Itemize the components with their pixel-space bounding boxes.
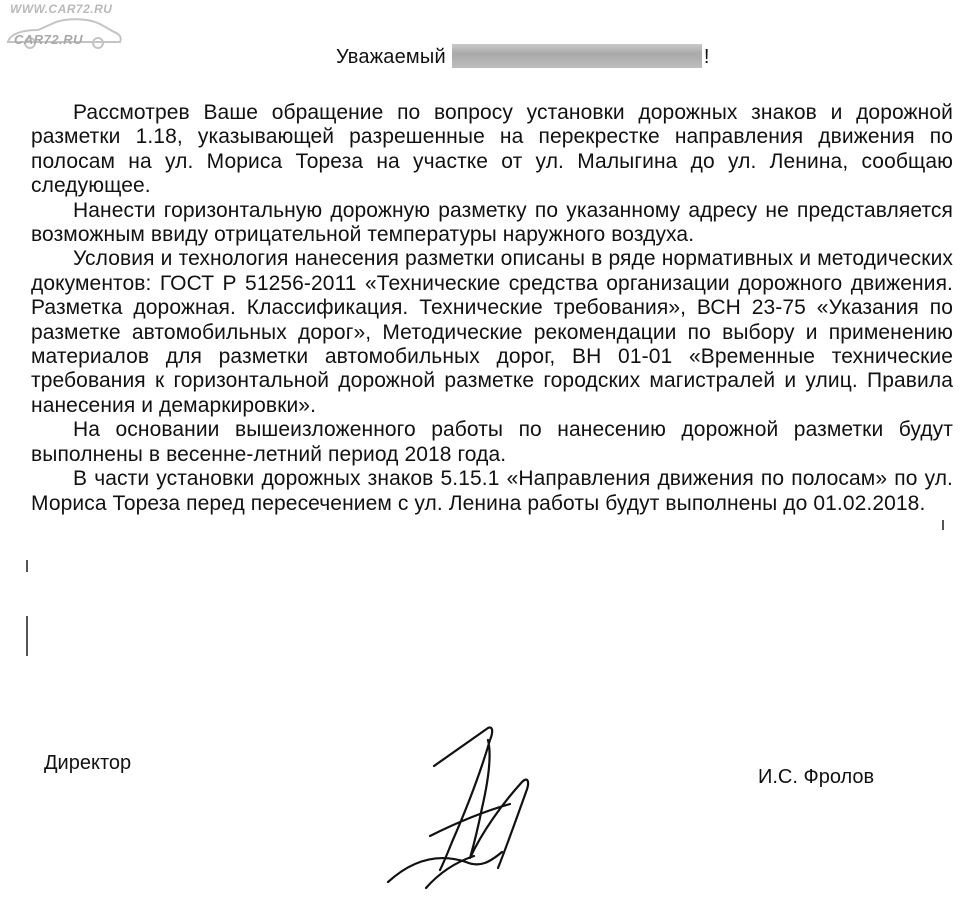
watermark-top-text: WWW.CAR72.RU	[10, 2, 113, 16]
greeting-suffix: !	[703, 46, 710, 68]
letter-body	[31, 101, 953, 516]
redacted-recipient-name	[452, 44, 702, 68]
scan-edge-mark	[26, 560, 28, 572]
watermark-logo	[4, 2, 144, 50]
paragraph-request: Рассмотрев Ваше обращение по вопросу установки дорожных знаков и дорожной разметки 1.18, указывающей разрешенные на перекрестке направления движения по полосам на ул. Мориса Тореза на участке от ул. Малыгина до ул. Ленина, сообщаю следующее.	[31, 101, 953, 198]
greeting-line	[336, 44, 710, 69]
signatory-name: И.С. Фролов	[758, 766, 875, 788]
signatory-role: Директор	[44, 752, 132, 774]
paragraph-weather: Нанести горизонтальную дорожную разметку по указанному адресу не представляется возможным ввиду отрицательной температуры наружного воздуха.	[31, 198, 953, 247]
paragraph-standards: Условия и технология нанесения разметки описаны в ряде нормативных и методических документов: ГОСТ Р 51256-2011 «Технические средства организации дорожного движения. Разметка дорожная. Классификация. Технические требования», ВСН 23-75 «Указания по разметке автомобильных дорог», Методические рекомендации по выбору и применению материалов для разметки автомобильных дорог, ВН 01-01 «Временные технические требования к горизонтальной дорожной разметке городских магистралей и улиц. Правила нанесения и демаркировки».	[31, 247, 953, 417]
watermark-bottom-text: CAR72.RU	[14, 32, 84, 47]
handwritten-signature	[370, 712, 570, 897]
scan-edge-mark	[26, 616, 28, 656]
paragraph-signs: В части установки дорожных знаков 5.15.1 «Направления движения по полосам» по ул. Мориса Тореза перед пересечением с ул. Ленина работы будут выполнены до 01.02.2018.	[31, 467, 953, 515]
greeting-prefix: Уважаемый	[336, 46, 446, 68]
paragraph-schedule: На основании вышеизложенного работы по нанесению дорожной разметки будут выполнены в весенне-летний период 2018 года.	[31, 418, 953, 466]
scan-edge-mark	[942, 520, 944, 530]
